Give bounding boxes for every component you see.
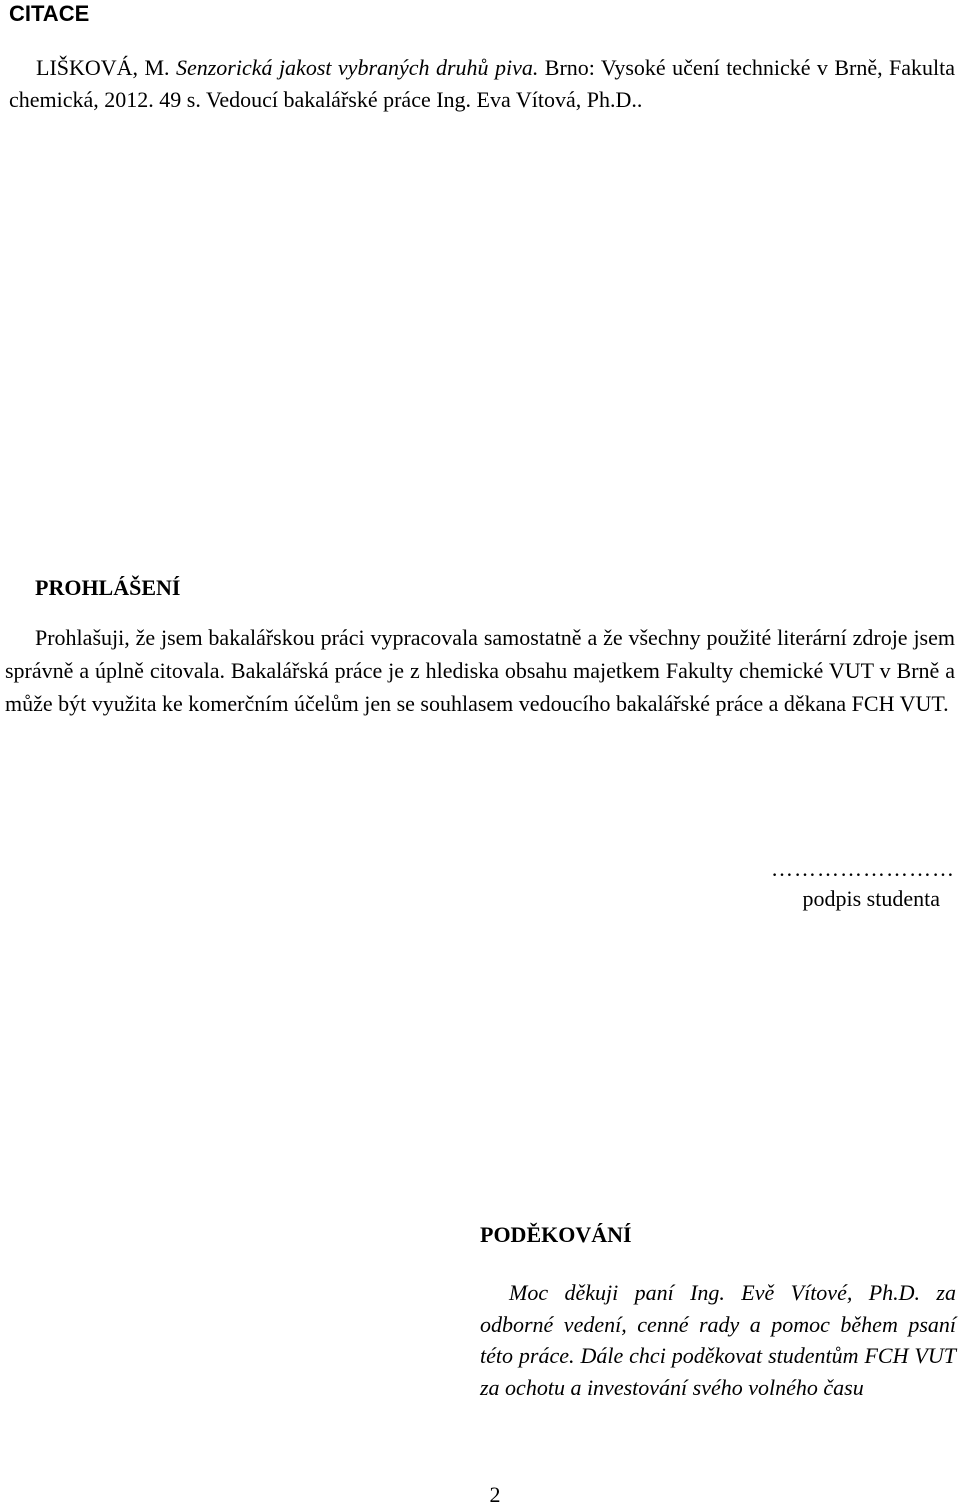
signature-line: …………………… [771,856,955,881]
prohlaseni-heading: PROHLÁŠENÍ [35,575,181,600]
citation-publication-details: Brno: Vysoké učení technické v Brně, Fakulta chemická, 2012. 49 s. Vedoucí bakalářské práce Ing. Eva Vítová, Ph.D.. [9,55,956,112]
citation-title: Senzorická jakost vybraných druhů piva. [175,55,539,80]
podekovani-paragraph [480,1277,956,1403]
prohlaseni-paragraph [5,621,955,720]
citace-heading: CITACE [9,1,90,26]
podekovani-heading: PODĚKOVÁNÍ [480,1222,632,1247]
prohlaseni-text: Prohlašuji, že jsem bakalářskou práci vypracovala samostatně a že všechny použité literární zdroje jsem správně a úplně citovala. Bakalářská práce je z hlediska obsahu majetkem Fakulty chemické VUT v Brně a může být využita ke komerčním účelům jen se souhlasem vedoucího bakalářské práce a děkana FCH VUT. [5,625,955,716]
page-number: 2 [489,1482,501,1507]
citation-paragraph [9,52,955,116]
signature-label: podpis studenta [802,886,940,911]
citation-author: LIŠKOVÁ, M. [36,55,170,80]
podekovani-text: Moc děkuji paní Ing. Evě Vítové, Ph.D. za odborné vedení, cenné rady a pomoc během psaní této práce. Dále chci poděkovat studentům FCH VUT za ochotu a investování svého volného času [480,1280,956,1400]
